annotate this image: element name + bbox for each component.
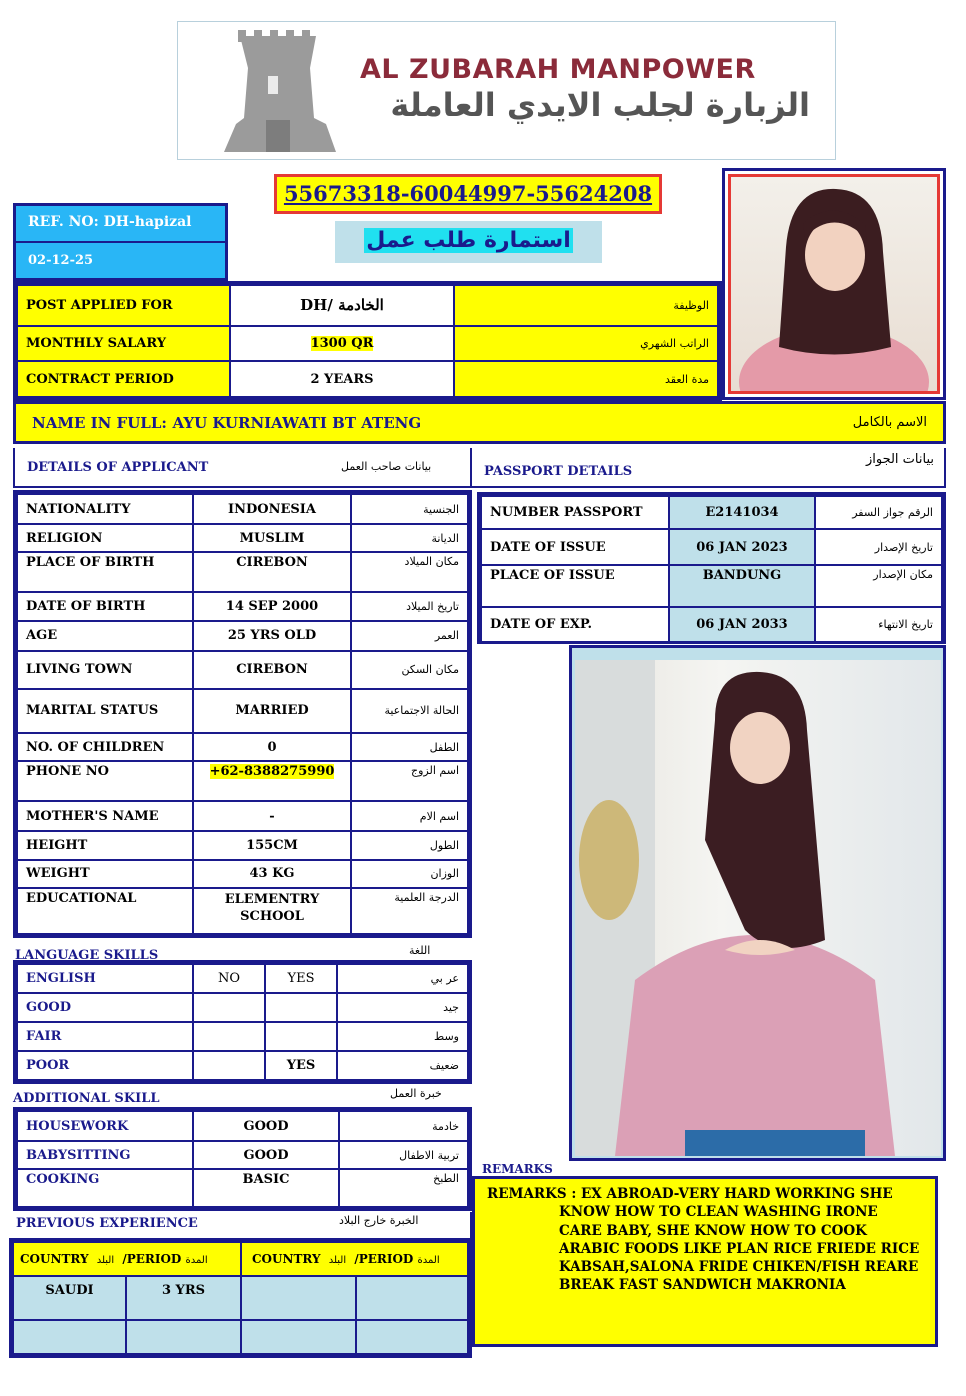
contract-period-value: 2 YEARS <box>230 361 454 397</box>
contract-period-label: CONTRACT PERIOD <box>17 361 230 397</box>
marital-status-ar: الحالة الاجتماعية <box>351 689 468 733</box>
company-name-ar: الزبارة لجلب الايدي العاملة <box>390 86 810 124</box>
applicant-photo-full <box>569 645 946 1161</box>
cooking-ar: الطبخ <box>339 1169 468 1207</box>
children-label: NO. OF CHILDREN <box>17 733 193 761</box>
education-label: EDUCATIONAL <box>17 888 193 934</box>
height-ar: الطول <box>351 831 468 859</box>
place-of-issue-value: BANDUNG <box>669 565 815 607</box>
skills-heading-ar: خبرة العمل <box>390 1087 442 1100</box>
housework-ar: خادمة <box>339 1111 468 1141</box>
good-ar: جيد <box>337 993 468 1022</box>
good-yes <box>265 993 337 1022</box>
english-yes: YES <box>265 964 337 993</box>
ref-box <box>13 203 228 281</box>
table-row <box>17 326 718 362</box>
children-ar: الطفل <box>351 733 468 761</box>
marital-status-label: MARITAL STATUS <box>17 689 193 733</box>
phone-numbers: 55673318-60044997-55624208 <box>283 181 653 206</box>
skills-heading <box>13 1087 470 1106</box>
date-of-exp-ar: تاريخ الانتهاء <box>815 607 942 642</box>
date-of-issue-ar: تاريخ الإصدار <box>815 529 942 565</box>
job-table <box>13 281 722 401</box>
table-row <box>17 993 468 1022</box>
weight-label: WEIGHT <box>17 860 193 888</box>
age-ar: العمر <box>351 621 468 651</box>
experience-table <box>9 1238 472 1358</box>
good-no <box>193 993 265 1022</box>
table-row <box>17 964 468 993</box>
place-of-birth-ar: مكان الميلاد <box>351 552 468 592</box>
weight-ar: الوزان <box>351 860 468 888</box>
fair-label: FAIR <box>17 1022 193 1051</box>
phone-value: +62-8388275990 <box>209 764 335 780</box>
exp-header-2: COUNTRY البلد /PERIOD المدة <box>241 1242 468 1276</box>
passport-heading-box <box>472 448 946 488</box>
applicant-table <box>13 490 472 938</box>
ref-number: REF. NO: DH-hapizal <box>16 206 225 243</box>
applicant-heading-ar: بيانات صاحب العمل <box>341 460 432 473</box>
height-value: 155CM <box>193 831 351 859</box>
english-ar: عر بي <box>337 964 468 993</box>
age-value: 25 YRS OLD <box>193 621 351 651</box>
remarks-heading: REMARKS <box>482 1162 553 1176</box>
table-row <box>17 285 718 326</box>
height-label: HEIGHT <box>17 831 193 859</box>
passport-heading-ar: بيانات الجواز <box>865 452 934 467</box>
table-row <box>13 1320 468 1354</box>
post-applied-label: POST APPLIED FOR <box>17 285 230 326</box>
living-town-label: LIVING TOWN <box>17 651 193 689</box>
passport-heading: PASSPORT DETAILS <box>484 464 633 479</box>
date-of-birth-label: DATE OF BIRTH <box>17 592 193 620</box>
woman-portrait-icon <box>731 177 937 391</box>
experience-heading-text: PREVIOUS EXPERIENCE <box>16 1216 198 1231</box>
place-of-issue-label: PLACE OF ISSUE <box>481 565 669 607</box>
date-of-birth-ar: تاريخ الميلاد <box>351 592 468 620</box>
poor-no <box>193 1051 265 1080</box>
poor-label: POOR <box>17 1051 193 1080</box>
remarks-box <box>472 1176 938 1347</box>
housework-value: GOOD <box>193 1111 339 1141</box>
date-of-exp-value: 06 JAN 2033 <box>669 607 815 642</box>
phone-ar: اسم الزوج <box>351 761 468 801</box>
post-applied-value: DH/ الخادمة <box>230 285 454 326</box>
applicant-heading: DETAILS OF APPLICANT <box>27 460 209 475</box>
date-of-exp-label: DATE OF EXP. <box>481 607 669 642</box>
babysitting-label: BABYSITTING <box>17 1141 193 1169</box>
full-name-value: AYU KURNIAWATI BT ATENG <box>172 414 422 432</box>
living-town-ar: مكان السكن <box>351 651 468 689</box>
table-row <box>17 361 718 397</box>
exp-period-2 <box>356 1276 468 1320</box>
skills-heading-text: ADDITIONAL SKILL <box>13 1091 160 1106</box>
table-row <box>17 1051 468 1080</box>
company-name-en: AL ZUBARAH MANPOWER <box>360 54 756 85</box>
company-header <box>177 21 836 160</box>
woman-full-body-icon <box>575 660 941 1156</box>
exp-header-1: COUNTRY البلد /PERIOD المدة <box>13 1242 241 1276</box>
place-of-issue-ar: مكان الإصدار <box>815 565 942 607</box>
exp-period-1: 3 YRS <box>126 1276 241 1320</box>
poor-ar: ضعيف <box>337 1051 468 1080</box>
cooking-value: BASIC <box>193 1169 339 1207</box>
poor-yes: YES <box>265 1051 337 1080</box>
applicant-heading-box <box>13 448 472 488</box>
weight-value: 43 KG <box>193 860 351 888</box>
good-label: GOOD <box>17 993 193 1022</box>
babysitting-ar: تربية الاطفال <box>339 1141 468 1169</box>
post-applied-ar: الوظيفة <box>454 285 718 326</box>
full-name-bar <box>13 401 946 444</box>
marital-status-value: MARRIED <box>193 689 351 733</box>
contract-period-ar: مدة العقد <box>454 361 718 397</box>
form-title: استمارة طلب عمل <box>366 228 571 253</box>
date-of-birth-value: 14 SEP 2000 <box>193 592 351 620</box>
form-title-box <box>335 221 602 263</box>
fair-no <box>193 1022 265 1051</box>
religion-label: RELIGION <box>17 524 193 552</box>
monthly-salary-label: MONTHLY SALARY <box>17 326 230 362</box>
language-table <box>13 960 472 1084</box>
place-of-birth-label: PLACE OF BIRTH <box>17 552 193 592</box>
full-name-label: NAME IN FULL: <box>32 414 167 432</box>
mothers-name-value: - <box>193 801 351 831</box>
language-heading-ar: اللغة <box>409 944 431 957</box>
monthly-salary-ar: الراتب الشهري <box>454 326 718 362</box>
remarks-text: REMARKS : EX ABROAD-VERY HARD WORKING SHE KNOW HOW TO CLEAN WASHING IRONE CARE BABY, SHE KNOW HOW TO COOK ARABIC FOODS LIKE PLAN RICE FRIEDE RICE KABSAH,SALONA FRIDE CHIKEN/FISH REARE BREAK FAST SANDWICH MAKRONIA <box>487 1186 920 1294</box>
full-name-ar: الاسم بالكامل <box>852 415 927 430</box>
nationality-value: INDONESIA <box>193 494 351 524</box>
skills-table <box>13 1107 472 1211</box>
monthly-salary-value: 1300 QR <box>310 336 374 352</box>
religion-ar: الديانة <box>351 524 468 552</box>
babysitting-value: GOOD <box>193 1141 339 1169</box>
table-row <box>13 1276 468 1320</box>
mothers-name-label: MOTHER'S NAME <box>17 801 193 831</box>
religion-value: MUSLIM <box>193 524 351 552</box>
phone-banner <box>274 174 662 214</box>
fort-logo-icon <box>218 28 343 156</box>
cooking-label: COOKING <box>17 1169 193 1207</box>
education-value: ELEMENTRY SCHOOL <box>193 888 351 934</box>
language-heading-text: LANGUAGE SKILLS <box>15 948 159 963</box>
passport-table <box>477 492 946 644</box>
date-of-issue-label: DATE OF ISSUE <box>481 529 669 565</box>
applicant-photo-portrait <box>722 168 946 400</box>
children-value: 0 <box>193 733 351 761</box>
passport-number-ar: الرقم جواز السفر <box>815 496 942 529</box>
age-label: AGE <box>17 621 193 651</box>
passport-number-label: NUMBER PASSPORT <box>481 496 669 529</box>
experience-heading <box>13 1212 472 1238</box>
nationality-label: NATIONALITY <box>17 494 193 524</box>
english-label: ENGLISH <box>17 964 193 993</box>
nationality-ar: الجنسية <box>351 494 468 524</box>
ref-date: 02-12-25 <box>28 253 94 268</box>
exp-country-2 <box>241 1276 356 1320</box>
fair-ar: وسط <box>337 1022 468 1051</box>
education-ar: الدرجة العلمية <box>351 888 468 934</box>
mothers-name-ar: اسم الام <box>351 801 468 831</box>
place-of-birth-value: CIREBON <box>193 552 351 592</box>
table-row <box>17 1022 468 1051</box>
housework-label: HOUSEWORK <box>17 1111 193 1141</box>
exp-country-1: SAUDI <box>13 1276 126 1320</box>
phone-label: PHONE NO <box>17 761 193 801</box>
english-no: NO <box>193 964 265 993</box>
experience-heading-ar: الخبرة خارج البلاد <box>339 1214 419 1227</box>
date-of-issue-value: 06 JAN 2023 <box>669 529 815 565</box>
fair-yes <box>265 1022 337 1051</box>
living-town-value: CIREBON <box>193 651 351 689</box>
passport-number-value: E2141034 <box>669 496 815 529</box>
